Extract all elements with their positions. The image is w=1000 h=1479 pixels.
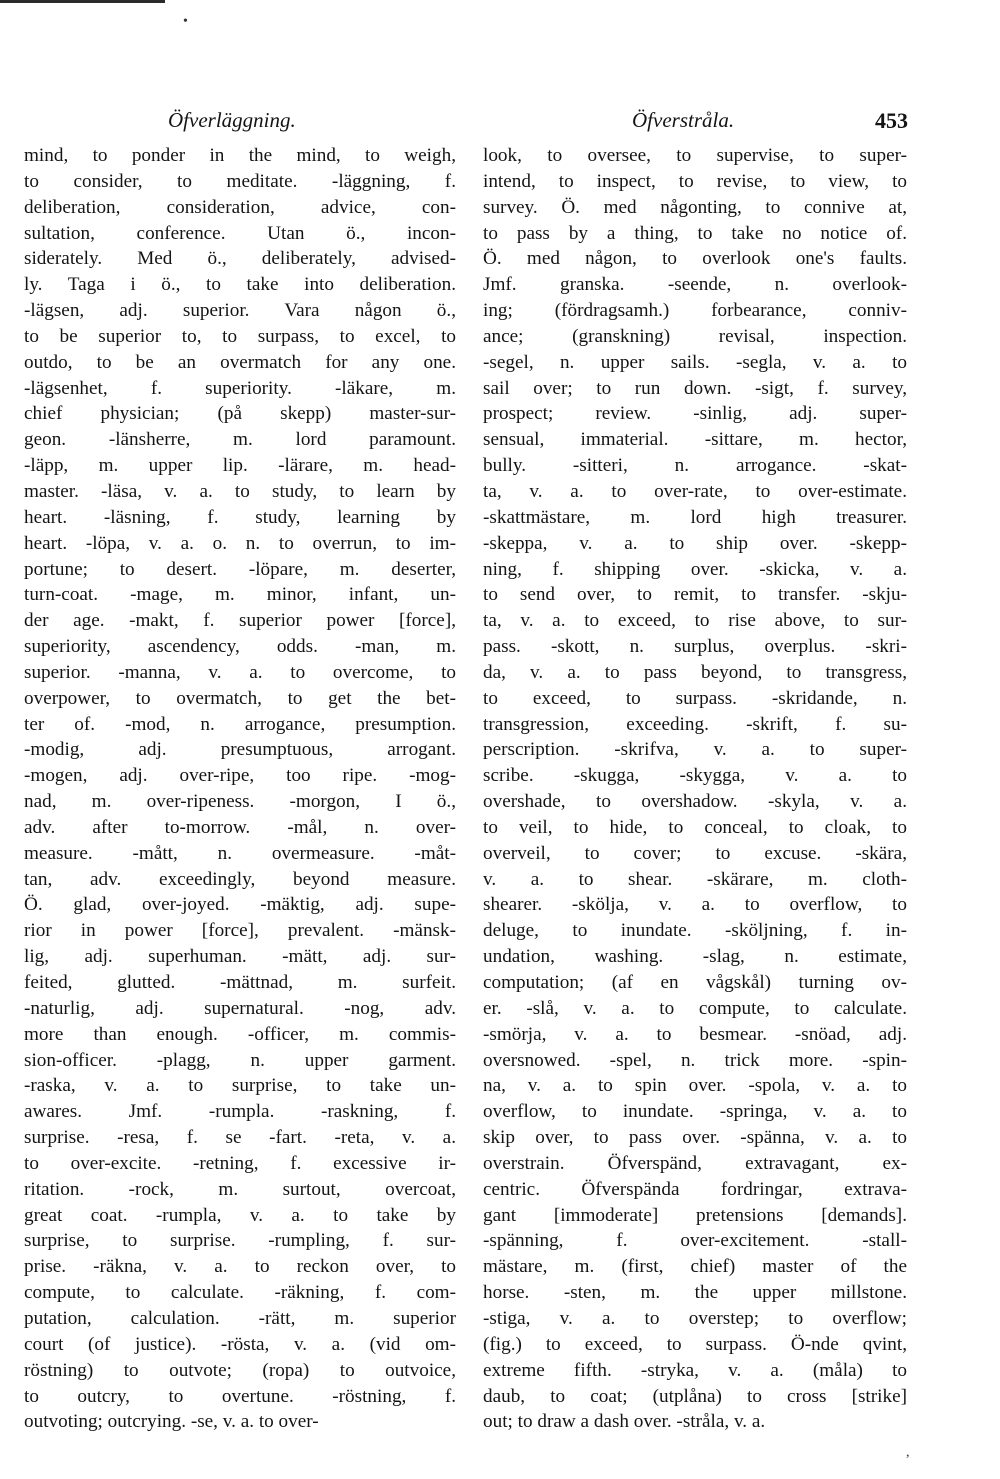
text-line: overstrain. Öfverspänd, extravagant, ex- <box>483 1152 907 1174</box>
text-line: nad, m. over-ripeness. -morgon, I ö., <box>24 791 456 813</box>
text-line: bully. -sitteri, n. arrogance. -skat- <box>483 455 907 477</box>
text-line: putation, calculation. -rätt, m. superior <box>24 1307 456 1329</box>
print-speck: , <box>906 1445 910 1460</box>
text-line: compute, to calculate. -räkning, f. com- <box>24 1282 456 1304</box>
top-rule <box>0 0 165 3</box>
text-line: surprise, to surprise. -rumpling, f. sur- <box>24 1230 456 1252</box>
text-line: to pass by a thing, to take no notice of. <box>483 222 907 244</box>
text-line: out; to draw a dash over. -stråla, v. a. <box>483 1411 766 1433</box>
text-line: to veil, to hide, to conceal, to cloak, to <box>483 816 907 838</box>
text-line: Jmf. granska. -seende, n. overlook- <box>483 274 907 296</box>
text-line: undation, washing. -slag, n. estimate, <box>483 946 907 968</box>
text-line: ta, v. a. to over-rate, to over-estimate. <box>483 480 907 502</box>
text-line: röstning) to outvote; (ropa) to outvoice, <box>24 1359 456 1381</box>
text-line: -modig, adj. presumptuous, arrogant. <box>24 739 456 761</box>
right-column <box>483 143 907 1435</box>
text-line: to consider, to meditate. -läggning, f. <box>24 170 456 192</box>
text-line: court (of justice). -rösta, v. a. (vid om- <box>24 1333 456 1355</box>
text-line: survey. Ö. med någonting, to connive at, <box>483 196 907 218</box>
text-line: skip over, to pass over. -spänna, v. a. to <box>483 1127 907 1149</box>
text-line: gant [immoderate] pretensions [demands]. <box>483 1204 907 1226</box>
text-line: overpower, to overmatch, to get the bet- <box>24 687 456 709</box>
text-line: heart. -löpa, v. a. o. n. to overrun, to im- <box>24 532 456 554</box>
text-line: shearer. -skölja, v. a. to overflow, to <box>483 894 907 916</box>
text-line: lig, adj. superhuman. -mätt, adj. sur- <box>24 946 456 968</box>
text-line: Ö. med någon, to overlook one's faults. <box>483 248 907 270</box>
text-line: -spänning, f. over-excitement. -stall- <box>483 1230 907 1252</box>
text-line: oversnowed. -spel, n. trick more. -spin- <box>483 1049 907 1071</box>
text-line: superior. -manna, v. a. to overcome, to <box>24 661 456 683</box>
text-line: der age. -makt, f. superior power [force], <box>24 610 456 632</box>
text-line: Ö. glad, over-joyed. -mäktig, adj. supe- <box>24 894 456 916</box>
text-line: da, v. a. to pass beyond, to transgress, <box>483 661 907 683</box>
text-line: siderately. Med ö., deliberately, advised- <box>24 248 456 270</box>
text-line: more than enough. -officer, m. commis- <box>24 1023 456 1045</box>
text-line: -läpp, m. upper lip. -lärare, m. head- <box>24 455 456 477</box>
text-line: ritation. -rock, m. surtout, overcoat, <box>24 1178 456 1200</box>
text-line: adv. after to-morrow. -mål, n. over- <box>24 816 456 838</box>
text-line: horse. -sten, m. the upper millstone. <box>483 1282 907 1304</box>
text-line: master. -läsa, v. a. to study, to learn by <box>24 480 456 502</box>
left-catchword: Öfverläggning. <box>168 108 296 132</box>
text-line: -lägsenhet, f. superiority. -läkare, m. <box>24 377 456 399</box>
text-line: -skattmästare, m. lord high treasurer. <box>483 506 907 528</box>
text-line: overveil, to cover; to excuse. -skära, <box>483 842 907 864</box>
text-line: look, to oversee, to supervise, to super- <box>483 145 907 166</box>
text-line: to send over, to remit, to transfer. -skju- <box>483 584 907 606</box>
text-line: to be superior to, to surpass, to excel, to <box>24 325 456 347</box>
text-line: mind, to ponder in the mind, to weigh, <box>24 145 456 166</box>
text-line: tan, adv. exceedingly, beyond measure. <box>24 868 456 890</box>
text-line: -skeppa, v. a. to ship over. -skepp- <box>483 532 907 554</box>
text-line: overshade, to overshadow. -skyla, v. a. <box>483 791 907 813</box>
left-column <box>24 143 456 1435</box>
text-line: -mogen, adj. over-ripe, too ripe. -mog- <box>24 765 456 787</box>
text-line: prospect; review. -sinlig, adj. super- <box>483 403 907 425</box>
text-line: ing; (fördragsamh.) forbearance, conniv- <box>483 300 907 322</box>
text-line: to exceed, to surpass. -skridande, n. <box>483 687 907 709</box>
text-line: -raska, v. a. to surprise, to take un- <box>24 1075 456 1097</box>
text-line: sail over; to run down. -sigt, f. survey, <box>483 377 907 399</box>
text-line: sion-officer. -plagg, n. upper garment. <box>24 1049 456 1071</box>
text-line: extreme fifth. -stryka, v. a. (måla) to <box>483 1359 907 1381</box>
text-line: perscription. -skrifva, v. a. to super- <box>483 739 907 761</box>
text-line: superiority, ascendency, odds. -man, m. <box>24 636 456 658</box>
text-line: outdo, to be an overmatch for any one. <box>24 351 456 373</box>
text-line: portune; to desert. -löpare, m. deserter, <box>24 558 456 580</box>
text-line: ning, f. shipping over. -skicka, v. a. <box>483 558 907 580</box>
text-line: transgression, exceeding. -skrift, f. su- <box>483 713 907 735</box>
text-line: overflow, to inundate. -springa, v. a. to <box>483 1101 907 1123</box>
text-line: to over-excite. -retning, f. excessive ir- <box>24 1152 456 1174</box>
text-line: mästare, m. (first, chief) master of the <box>483 1256 907 1278</box>
print-speck: • <box>183 14 188 29</box>
text-line: ance; (granskning) revisal, inspection. <box>483 325 907 347</box>
text-line: sultation, conference. Utan ö., incon- <box>24 222 456 244</box>
text-line: awares. Jmf. -rumpla. -raskning, f. <box>24 1101 456 1123</box>
page-number: 453 <box>875 108 908 133</box>
text-line: measure. -mått, n. overmeasure. -måt- <box>24 842 456 864</box>
text-line: to outcry, to overtune. -röstning, f. <box>24 1385 456 1407</box>
right-catchword: Öfverstråla. <box>632 108 735 132</box>
text-line: prise. -räkna, v. a. to reckon over, to <box>24 1256 456 1278</box>
text-line: ta, v. a. to exceed, to rise above, to sur- <box>483 610 907 632</box>
text-line: -lägsen, adj. superior. Vara någon ö., <box>24 300 456 322</box>
text-line: deluge, to inundate. -sköljning, f. in- <box>483 920 907 942</box>
text-line: -stiga, v. a. to overstep; to overflow; <box>483 1307 907 1329</box>
text-line: great coat. -rumpla, v. a. to take by <box>24 1204 456 1226</box>
text-line: daub, to coat; (utplåna) to cross [strike] <box>483 1385 907 1407</box>
text-line: scribe. -skugga, -skygga, v. a. to <box>483 765 907 787</box>
text-line: chief physician; (på skepp) master-sur- <box>24 403 456 425</box>
text-line: rior in power [force], prevalent. -mänsk- <box>24 920 456 942</box>
text-line: na, v. a. to spin over. -spola, v. a. to <box>483 1075 907 1097</box>
text-line: er. -slå, v. a. to compute, to calculate. <box>483 997 907 1019</box>
text-line: -naturlig, adj. supernatural. -nog, adv. <box>24 997 456 1019</box>
text-line: intend, to inspect, to revise, to view, to <box>483 170 907 192</box>
text-line: geon. -länsherre, m. lord paramount. <box>24 429 456 451</box>
text-line: heart. -läsning, f. study, learning by <box>24 506 456 528</box>
text-line: (fig.) to exceed, to surpass. Ö-nde qvint, <box>483 1333 907 1355</box>
text-line: computation; (af en vågskål) turning ov- <box>483 972 907 993</box>
text-line: sensual, immaterial. -sittare, m. hector, <box>483 429 907 451</box>
text-line: ter of. -mod, n. arrogance, presumption. <box>24 713 456 735</box>
text-line: pass. -skott, n. surplus, overplus. -skri- <box>483 636 907 658</box>
text-line: surprise. -resa, f. se -fart. -reta, v. a. <box>24 1127 456 1149</box>
text-line: v. a. to shear. -skärare, m. cloth- <box>483 868 907 890</box>
text-line: -segel, n. upper sails. -segla, v. a. to <box>483 351 907 373</box>
text-line: deliberation, consideration, advice, con- <box>24 196 456 218</box>
text-line: centric. Öfverspända fordringar, extrava- <box>483 1178 907 1200</box>
text-line: feited, glutted. -mättnad, m. surfeit. <box>24 972 456 993</box>
text-line: turn-coat. -mage, m. minor, infant, un- <box>24 584 456 606</box>
text-line: outvoting; outcrying. -se, v. a. to over- <box>24 1411 319 1433</box>
text-line: -smörja, v. a. to besmear. -snöad, adj. <box>483 1023 907 1045</box>
text-line: ly. Taga i ö., to take into deliberation. <box>24 274 456 296</box>
